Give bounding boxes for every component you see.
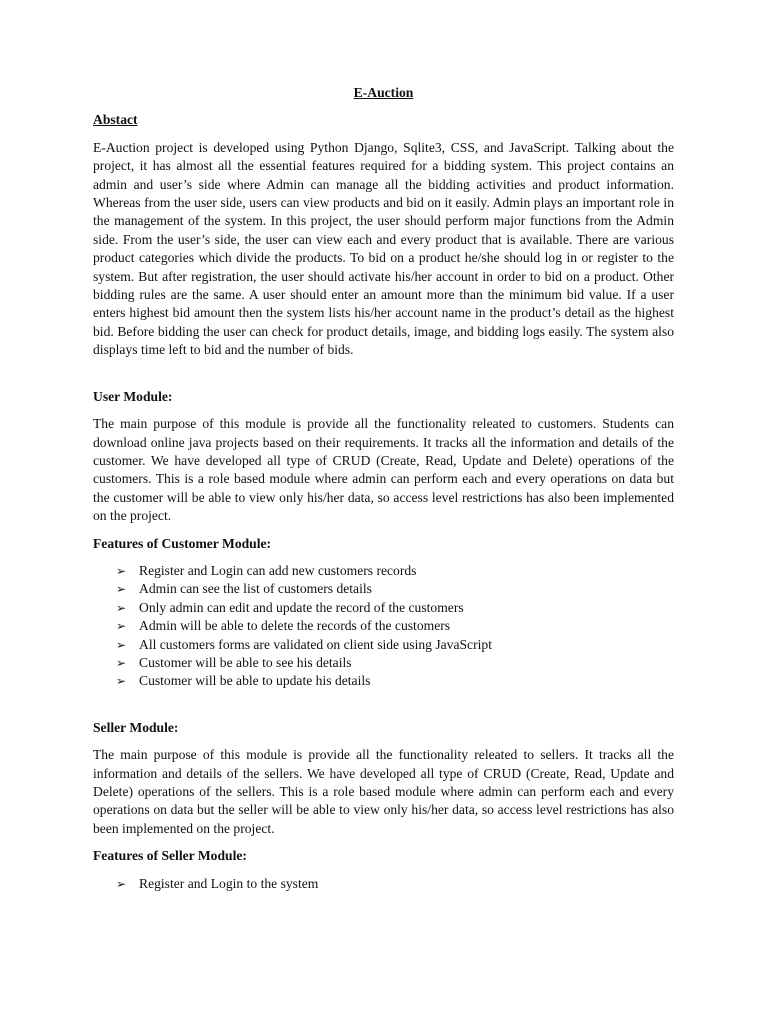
customer-features-heading: Features of Customer Module: — [93, 535, 272, 551]
list-item — [116, 875, 674, 893]
arrow-bullet-icon: ➢ — [116, 876, 127, 891]
arrow-bullet-icon: ➢ — [116, 637, 127, 652]
seller-module-heading: Seller Module: — [93, 719, 179, 735]
list-item-text: Customer will be able to update his details — [139, 673, 371, 689]
document-title: E-Auction — [353, 85, 414, 100]
list-item-text: Only admin can edit and update the record of the customers — [139, 599, 464, 615]
arrow-bullet-icon: ➢ — [116, 674, 127, 689]
list-item — [116, 617, 674, 635]
list-item-text: Register and Login to the system — [139, 875, 319, 891]
abstract-paragraph: E-Auction project is developed using Python Django, Sqlite3, CSS, and JavaScript. Talking about the project, it has almost all the essential features required for a bidding system. This project contains an admin and user’s side where Admin can manage all the bidding activities and product information. Whereas from the user side, users can view products and bid on it easily. Admin plays an important role in the management of the system. In this project, the user should perform major functions from the Admin side. From the user’s side, the user can view each and every product that is available. There are various product categories which divide the products. To bid on a product he/she should log in or register to the system. But after registration, the user should activate his/her account in order to bid on a product. Other bidding rules are the same. A user should enter an amount more than the minimum bid value. If a user enters highest bid amount then the system lists his/her account name in the product’s detail as the highest bid. Before bidding the user can check for product details, image, and bidding logs easily. The system also displays time left to bid and the number of bids. — [93, 139, 674, 358]
user-module-section — [93, 388, 674, 691]
list-item-text: Register and Login can add new customers records — [139, 562, 417, 578]
seller-features-heading: Features of Seller Module: — [93, 848, 247, 864]
list-item — [116, 580, 674, 598]
list-item — [116, 562, 674, 580]
list-item — [116, 654, 674, 672]
abstract-heading: Abstact — [93, 112, 138, 128]
user-module-paragraph: The main purpose of this module is provide all the functionality releated to customers. Students can download online java projects based on their requirements. It tracks all the information and details of the customer. We have developed all type of CRUD (Create, Read, Update and Delete) operations of the customers. This is a role based module where admin can perform each and every operations on data but the customer will be able to view only his/her data, so access level restrictions has also been implemented on the project. — [93, 416, 674, 524]
user-module-heading: User Module: — [93, 388, 173, 404]
document-page — [93, 84, 674, 893]
arrow-bullet-icon: ➢ — [116, 600, 127, 615]
list-item — [116, 672, 674, 690]
list-item-text: Customer will be able to see his details — [139, 654, 352, 670]
seller-features-list — [93, 875, 674, 893]
arrow-bullet-icon: ➢ — [116, 563, 127, 578]
arrow-bullet-icon: ➢ — [116, 582, 127, 597]
arrow-bullet-icon: ➢ — [116, 655, 127, 670]
seller-module-section — [93, 719, 674, 893]
list-item-text: Admin will be able to delete the records of the customers — [139, 618, 451, 634]
list-item — [116, 636, 674, 654]
arrow-bullet-icon: ➢ — [116, 619, 127, 634]
list-item — [116, 599, 674, 617]
seller-module-paragraph: The main purpose of this module is provide all the functionality releated to sellers. It tracks all the information and details of the sellers. We have developed all type of CRUD (Create, Read, Update and Delete) operations of the sellers. This is a role based module where admin can perform each and every operations on data but the seller will be able to view only his/her data, so access level restrictions has also been implemented on the project. — [93, 747, 674, 836]
customer-features-list — [93, 562, 674, 691]
list-item-text: All customers forms are validated on client side using JavaScript — [139, 636, 492, 652]
list-item-text: Admin can see the list of customers details — [139, 581, 372, 597]
